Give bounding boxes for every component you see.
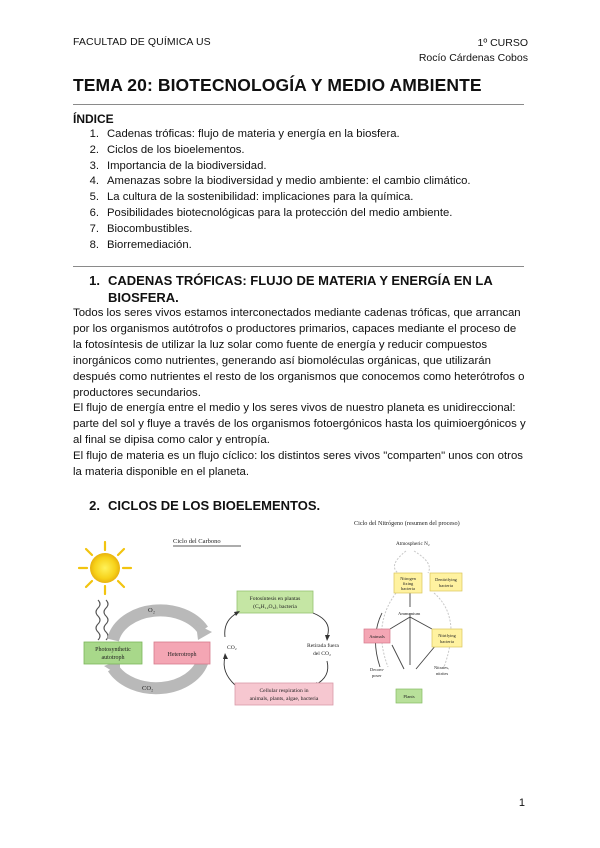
photosynthesis-label: (C₆H₁₂O₆), bacteria: [253, 604, 297, 610]
section1-body: [73, 306, 528, 481]
index-item[interactable]: [73, 190, 471, 206]
co2-removal-label: del CO₂: [313, 651, 331, 657]
denitrifying-box: [430, 573, 462, 591]
o2-label: O₂: [148, 607, 155, 614]
header-course: 1º CURSO: [477, 37, 528, 49]
nitrates-label: nitrites: [436, 671, 449, 676]
section1-title-line2: BIOSFERA.: [108, 290, 179, 305]
animals-label: Animals: [369, 634, 385, 639]
autotroph-label: autotroph: [101, 655, 125, 661]
index-item-text: Importancia de la biodiversidad.: [107, 159, 267, 172]
nitrifying-box: [432, 629, 462, 647]
index-item-num: 3.: [89, 159, 99, 172]
nitrogen-fixing-label: fixing: [402, 581, 414, 586]
title-divider: [73, 104, 524, 105]
section1-heading: [73, 272, 493, 306]
section2-number: 2.: [89, 498, 100, 513]
header-right: [419, 36, 528, 66]
section1-paragraph: El flujo de materia es un flujo cíclico: los distintos seres vivos "comparten" unos con otros la materia disponible en el planeta.: [73, 450, 523, 479]
ammonium-label: Ammonium: [398, 611, 421, 616]
index-list: [73, 127, 471, 253]
index-item-num: 4.: [89, 175, 99, 188]
section1-paragraph: Todos los seres vivos estamos interconectados mediante cadenas tróficas, que arrancan por los organismos autótrofos o productores primarios, capaces mediante el proceso de la fotosíntesis de utilizar la luz solar como fuente de energía y reducir compuestos inorgánicos como nutrientes, generando así biomoléculas orgánicas, que utilizarán después como nutrientes el resto de los organismos que conocemos como heterótrofos o productores secundarios.: [73, 307, 525, 399]
nitrogen-fixing-label: bacteria: [401, 586, 415, 591]
atmospheric-n2-label: Atmospheric N₂: [396, 541, 430, 547]
index-item-num: 2.: [89, 143, 99, 156]
cycle-dotted-paths: [382, 551, 451, 667]
index-item[interactable]: [73, 174, 471, 190]
energy-flow-figure: [78, 540, 218, 710]
respiration-label: Cellular respiration in: [259, 688, 309, 694]
index-item-text: La cultura de la sostenibilidad: implicaciones para la química.: [107, 191, 414, 204]
plants-label: Plants: [403, 694, 415, 699]
light-wave-icon: [104, 600, 108, 640]
index-item-text: Cadenas tróficas: flujo de materia y energía en la biosfera.: [107, 128, 400, 140]
index-item-text: Ciclos de los bioelementos.: [107, 143, 245, 156]
index-item-text: Biorremediación.: [107, 238, 192, 251]
index-item[interactable]: [73, 222, 471, 238]
index-item-num: 7.: [89, 222, 99, 235]
carbon-cycle-title: Ciclo del Carbono: [173, 538, 221, 545]
denitrifying-label: bacteria: [439, 583, 453, 588]
header-author: Rocío Cárdenas Cobos: [418, 52, 528, 64]
index-item[interactable]: [73, 143, 471, 159]
index-item[interactable]: [73, 238, 471, 254]
index-heading: ÍNDICE: [73, 112, 114, 126]
index-item-text: Posibilidades biotecnológicas para la protección del medio ambiente.: [107, 206, 453, 219]
co2-removal-label: Retirada fuera: [307, 643, 339, 649]
section1-number: 1.: [89, 273, 100, 288]
section2-heading: [73, 497, 320, 514]
index-item[interactable]: [73, 159, 471, 175]
autotroph-label: Photosynthetic: [95, 647, 131, 653]
light-wave-icon: [96, 600, 100, 640]
sun-icon: [79, 542, 131, 594]
index-item[interactable]: [73, 206, 471, 222]
denitrifying-label: Denitrifying: [435, 577, 457, 582]
section1-paragraph: El flujo de energía entre el medio y los seres vivos de nuestro planeta es unidireccional: parte del sol y fluye a través de los organismos fotoergónicos hasta los quimioergónicos y al final se dipisa como calor y entropía.: [73, 402, 526, 447]
decomposer-label: Decom-: [370, 667, 385, 672]
co2-label: CO₂: [142, 685, 154, 692]
nitrogen-fixing-label: Nitrogen: [400, 576, 416, 581]
nitrifying-label: Nitrifying: [438, 633, 456, 638]
index-item-num: 1.: [89, 128, 99, 140]
decomposer-label: poser: [372, 673, 382, 678]
nitrates-label: Nitrates,: [434, 665, 449, 670]
index-item-num: 5.: [89, 191, 99, 204]
index-item-num: 8.: [89, 238, 99, 251]
index-item-num: 6.: [89, 206, 99, 219]
page-number: 1: [518, 797, 525, 809]
organic-products-label: Organic products: [129, 619, 171, 634]
heterotroph-label: Heterotroph: [167, 652, 197, 658]
section2-title: CICLOS DE LOS BIOELEMENTOS.: [108, 498, 321, 513]
index-item-text: Biocombustibles.: [107, 222, 193, 235]
header-faculty: FACULTAD DE QUÍMICA US: [73, 36, 211, 48]
index-item-text: Amenazas sobre la biodiversidad y medio ambiente: el cambio climático.: [107, 175, 471, 188]
section1-title-line1: CADENAS TRÓFICAS: FLUJO DE MATERIA Y ENERGÍA EN LA: [108, 273, 493, 288]
photosynthesis-label: Fotosíntesis en plantas: [249, 596, 301, 602]
nitrogen-cycle-figure: [352, 517, 520, 707]
index-divider: [73, 266, 524, 267]
co2-label: CO₂: [227, 645, 237, 651]
page-title: TEMA 20: BIOTECNOLOGÍA Y MEDIO AMBIENTE: [73, 75, 482, 95]
respiration-label: animals, plants, algae, bacteria: [249, 696, 319, 702]
nitrifying-label: bacteria: [440, 639, 454, 644]
index-item[interactable]: [73, 127, 471, 143]
nitrogen-cycle-title: Ciclo del Nitrógeno (resumen del proceso): [354, 520, 460, 527]
